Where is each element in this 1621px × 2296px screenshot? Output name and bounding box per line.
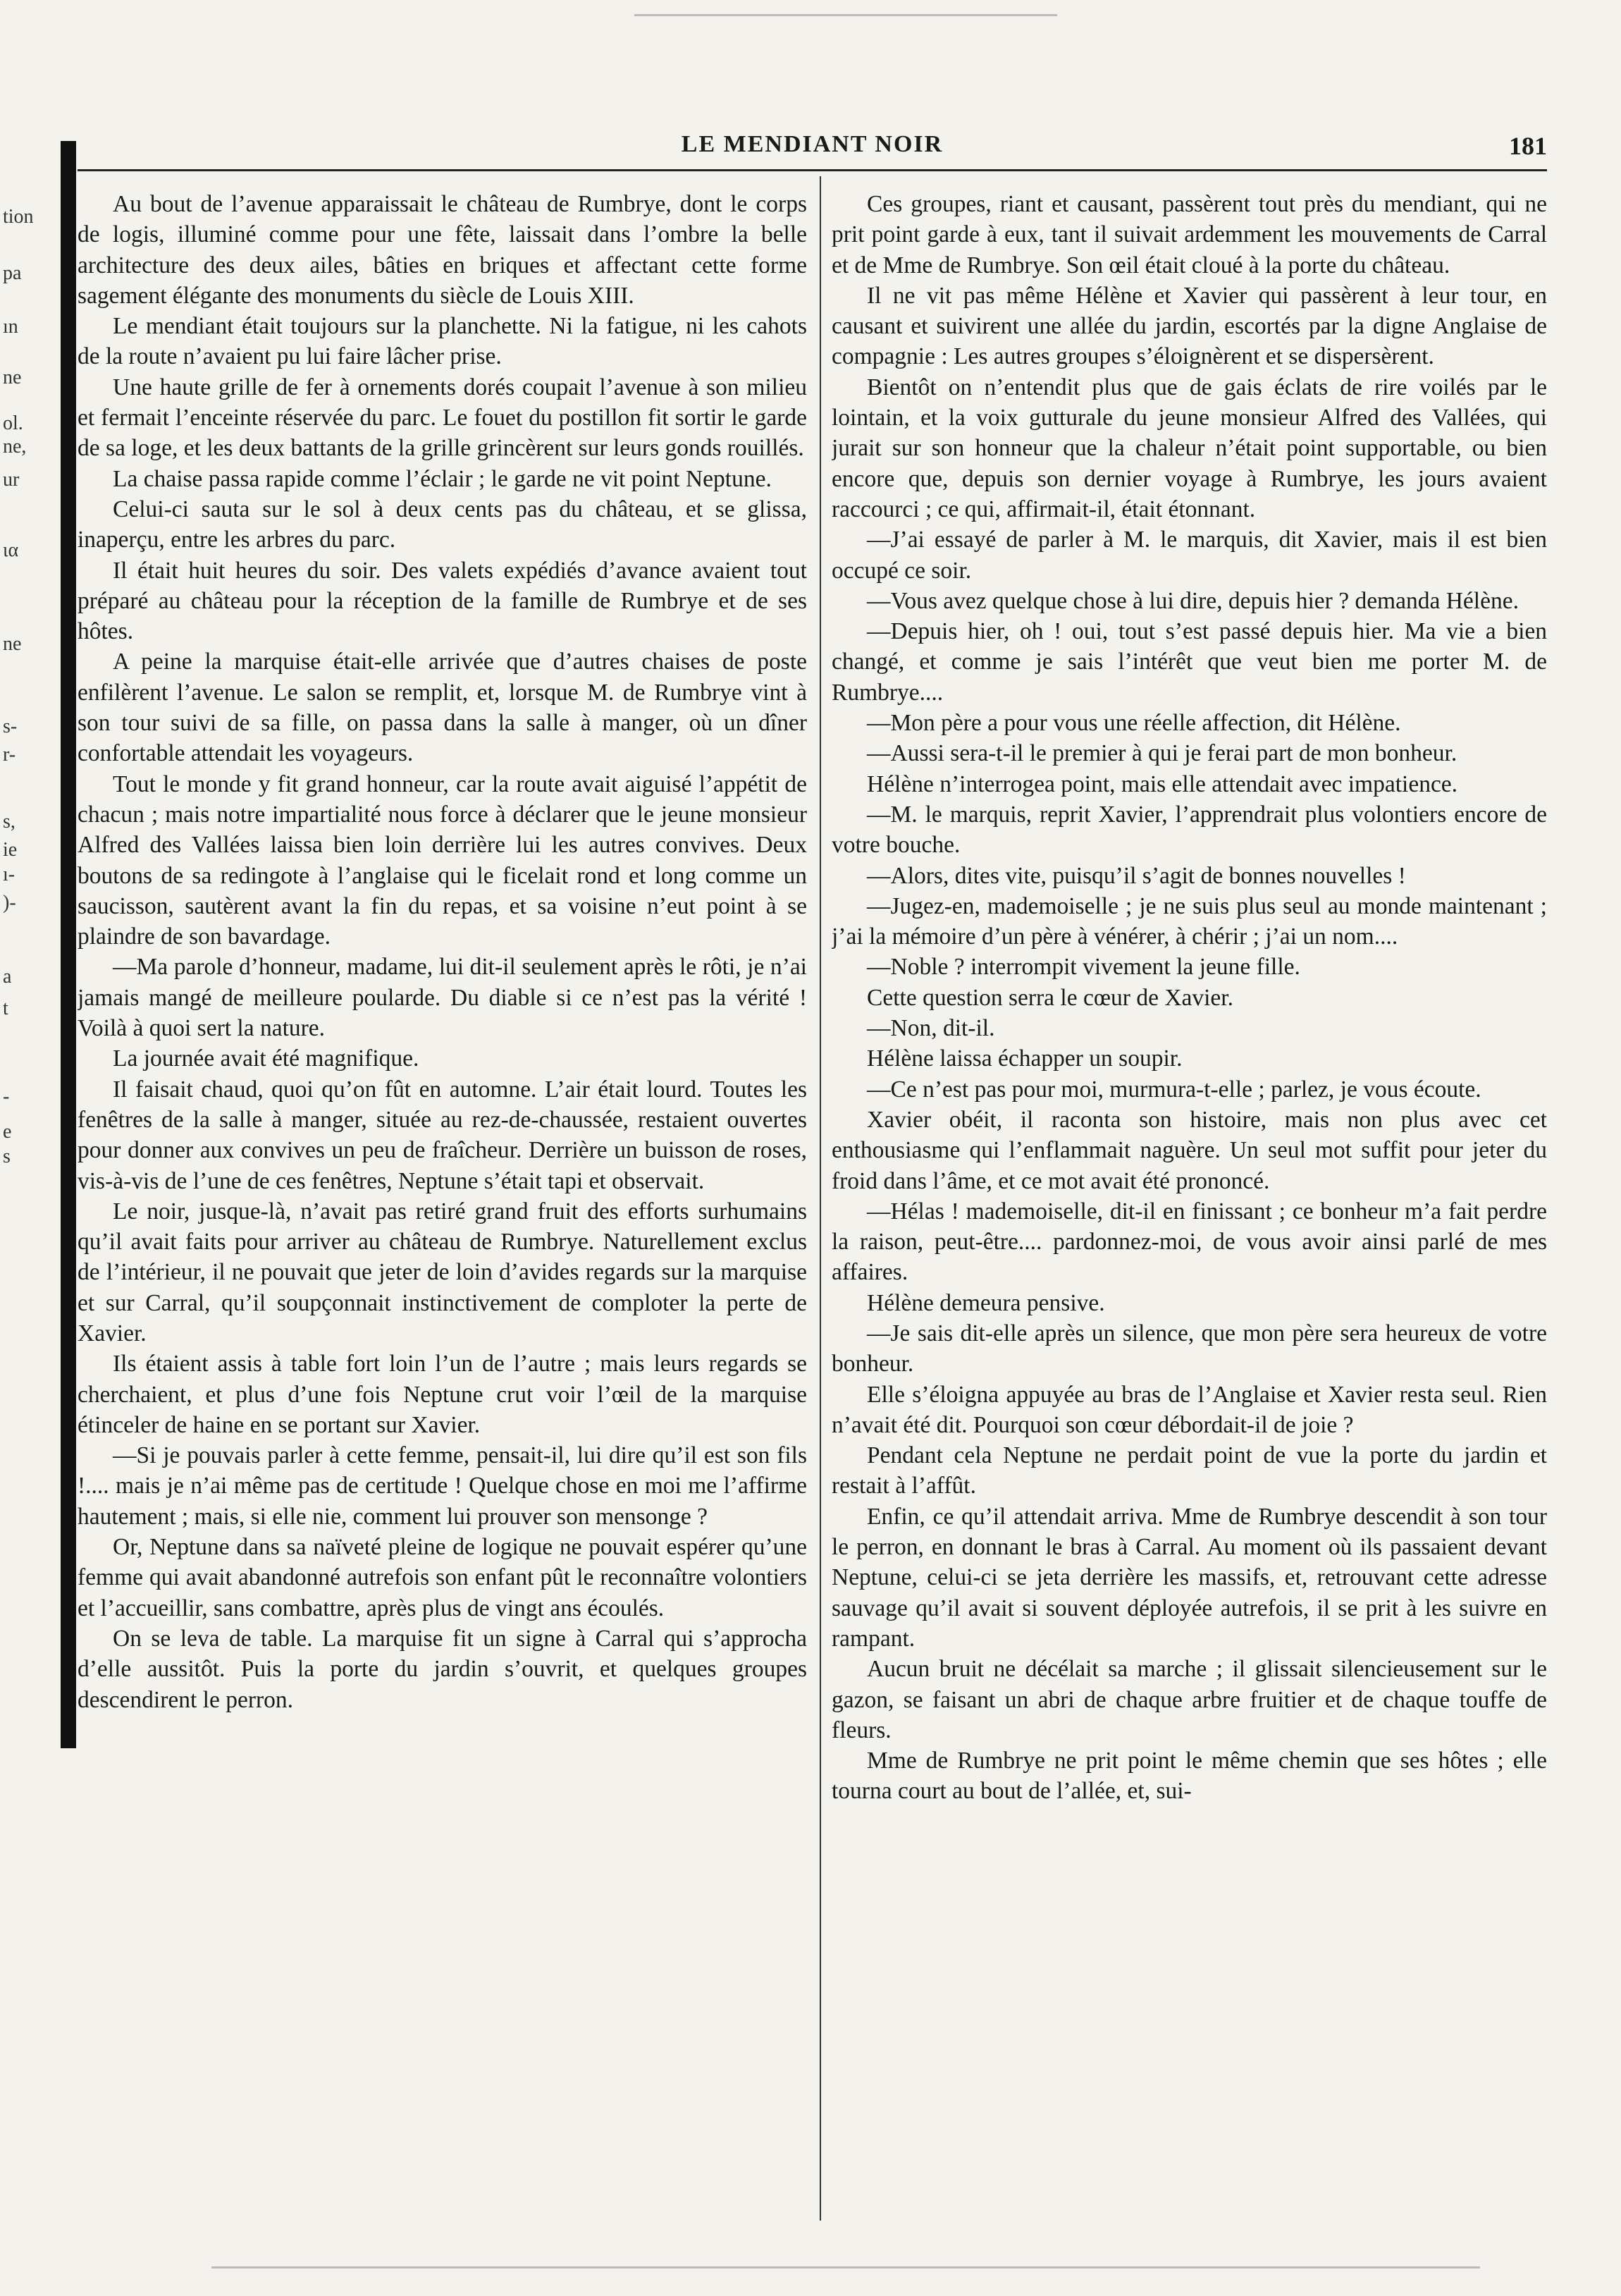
margin-fragment: t	[3, 997, 8, 1019]
paragraph: Xavier obéit, il raconta son histoire, mais non plus avec cet enthousiasme qui l’enflammait naguère. Un seul mot suffit pour jeter du froid dans l’âme, et ce mot avait été prononcé.	[832, 1106, 1547, 1194]
paragraph: —M. le marquis, reprit Xavier, l’apprendrait plus volontiers encore de votre bouche.	[832, 801, 1547, 859]
paragraph: Hélène n’interrogea point, mais elle attendait avec impatience.	[867, 771, 1458, 797]
paragraph: Ces groupes, riant et causant, passèrent tout près du mendiant, qui ne prit point garde à eux, tant il suivait ardemment les mouvements de Carral et de Mme de Rumbrye. Son œil était cloué à la porte du château.	[832, 191, 1547, 278]
paragraph: —Hélas ! mademoiselle, dit-il en finissant ; ce bonheur m’a fait perdre la raison, peut-être.... pardonnez-moi, de vous avoir ainsi parlé de mes affaires.	[832, 1198, 1547, 1286]
margin-fragment: ια	[3, 539, 19, 561]
paragraph: Ils étaient assis à table fort loin l’un de l’autre ; mais leurs regards se cherchaient, et plus d’une fois Neptune crut voir l’œil de la marquise étinceler de haine en se portant sur Xavier.	[78, 1351, 807, 1438]
paragraph: —Alors, dites vite, puisqu’il s’agit de bonnes nouvelles !	[867, 862, 1406, 889]
right-column	[832, 189, 1547, 2247]
paragraph: Bientôt on n’entendit plus que de gais éclats de rire voilés par le lointain, et la voix gutturale du jeune monsieur Alfred des Vallées, qui jurait sur son honneur que la chaleur n’était point supportable, ou bien encore que, depuis son dernier voyage à Rumbrye, les jours avaient raccourci ; ce qui, affirmait-il, était étonnant.	[832, 374, 1547, 522]
margin-fragment: ne,	[3, 436, 27, 458]
paragraph: Il faisait chaud, quoi qu’on fût en automne. L’air était lourd. Toutes les fenêtres de la salle à manger, située au rez-de-chaussée, restaient ouvertes pour donner aux convives un peu de fraîcheur. Derrière un buisson de roses, vis-à-vis de l’une de ces fenêtres, Neptune s’était tapi et observait.	[78, 1076, 807, 1194]
paragraph: Aucun bruit ne décélait sa marche ; il glissait silencieusement sur le gazon, se faisant un abri de chaque arbre fruitier et de chaque touffe de fleurs.	[832, 1656, 1547, 1743]
paragraph: Hélène demeura pensive.	[867, 1289, 1105, 1316]
margin-fragment: s	[3, 1146, 11, 1167]
margin-fragment: a	[3, 966, 12, 988]
header-rule	[78, 169, 1547, 171]
binding-margin	[0, 0, 70, 2296]
page-header	[78, 131, 1547, 165]
margin-fragment: r-	[3, 744, 16, 766]
paragraph: Tout le monde y fit grand honneur, car la route avait aiguisé l’appétit de chacun ; mais notre impartialité nous force à déclarer que le jeune monsieur Alfred des Vallées laissa bien loin derrière lui les autres convives. Deux boutons de sa redingote à l’anglaise qui le ficelait rond et long comme un saucisson, sautèrent avant la fin du repas, et sa voisine n’eut point à se plaindre de son bavardage.	[78, 771, 807, 950]
paragraph: Celui-ci sauta sur le sol à deux cents pas du château, et se glissa, inaperçu, entre les arbres du parc.	[78, 496, 807, 553]
paragraph: —Si je pouvais parler à cette femme, pensait-il, lui dire qu’il est son fils !.... mais je n’ai même pas de certitude ! Quelque chose en moi me l’affirme hautement ; mais, si elle nie, comment lui prouver son mensonge ?	[78, 1442, 807, 1530]
paragraph: Pendant cela Neptune ne perdait point de vue la porte du jardin et restait à l’affût.	[832, 1442, 1547, 1499]
paragraph: —Aussi sera-t-il le premier à qui je ferai part de mon bonheur.	[867, 740, 1457, 767]
paragraph: —Depuis hier, oh ! oui, tout s’est passé depuis hier. Ma vie a bien changé, et comme je sais l’intérêt que veut bien me porter M. de Rumbrye....	[832, 618, 1547, 706]
paragraph: La chaise passa rapide comme l’éclair ; le garde ne vit point Neptune.	[113, 465, 772, 492]
paragraph: —Non, dit-il.	[867, 1015, 995, 1042]
margin-fragment: ı-	[3, 864, 16, 885]
binding-shadow	[61, 141, 76, 1748]
paragraph: Cette question serra le cœur de Xavier.	[867, 984, 1233, 1011]
paragraph: —Ma parole d’honneur, madame, lui dit-il seulement après le rôti, je n’ai jamais mangé de meilleure poularde. Du diable si ce n’est pas la vérité ! Voilà à quoi sert la nature.	[78, 954, 807, 1042]
paragraph: —Je sais dit-elle après un silence, que mon père sera heureux de votre bonheur.	[832, 1320, 1547, 1377]
margin-fragment: ie	[3, 839, 18, 861]
margin-fragment: s,	[3, 811, 16, 833]
page-number: 181	[1509, 132, 1547, 160]
margin-fragment: ın	[3, 316, 18, 338]
paragraph: Le mendiant était toujours sur la planchette. Ni la fatigue, ni les cahots de la route n’avaient pu lui faire lâcher prise.	[78, 313, 807, 370]
margin-fragment: ol.	[3, 412, 23, 434]
margin-fragment: ur	[3, 469, 20, 491]
margin-fragment: -	[3, 1086, 10, 1107]
margin-fragment: pa	[3, 262, 22, 284]
paragraph: Il était huit heures du soir. Des valets expédiés d’avance avaient tout préparé au château pour la réception de la famille de Rumbrye et de ses hôtes.	[78, 557, 807, 645]
paragraph: —Ce n’est pas pour moi, murmura-t-elle ; parlez, je vous écoute.	[867, 1076, 1481, 1103]
margin-fragment: ne	[3, 367, 22, 388]
paragraph: —Noble ? interrompit vivement la jeune fille.	[867, 954, 1300, 981]
column-divider	[820, 176, 821, 2221]
paragraph: La journée avait été magnifique.	[113, 1045, 419, 1072]
paragraph: A peine la marquise était-elle arrivée que d’autres chaises de poste enfilèrent l’avenue. Le salon se remplit, et, lorsque M. de Rumbrye vint à son tour suivi de sa fille, on passa dans la salle à manger, où un dîner confortable attendait les voyageurs.	[78, 649, 807, 767]
running-title: LE MENDIANT NOIR	[681, 131, 944, 157]
paragraph: —J’ai essayé de parler à M. le marquis, dit Xavier, mais il est bien occupé ce soir.	[832, 527, 1547, 584]
margin-fragment: )-	[3, 892, 16, 914]
paragraph: Au bout de l’avenue apparaissait le château de Rumbrye, dont le corps de logis, illuminé comme pour une fête, laissait dans l’ombre la belle architecture des deux ailes, bâties en briques et affectant cette forme sagement élégante des monuments du siècle de Louis XIII.	[78, 191, 807, 309]
scan-noise	[211, 2266, 1480, 2269]
paragraph: Hélène laissa échapper un soupir.	[867, 1045, 1183, 1072]
margin-fragment: e	[3, 1121, 12, 1143]
paragraph: —Mon père a pour vous une réelle affection, dit Hélène.	[867, 710, 1401, 737]
paragraph: Mme de Rumbrye ne prit point le même chemin que ses hôtes ; elle tourna court au bout de l’allée, et, sui-	[832, 1748, 1547, 1805]
paragraph: —Jugez-en, mademoiselle ; je ne suis plus seul au monde maintenant ; j’ai la mémoire d’un père à vénérer, à chérir ; j’ai un nom....	[832, 892, 1547, 950]
margin-fragment: ne	[3, 633, 22, 655]
paragraph: Il ne vit pas même Hélène et Xavier qui passèrent à leur tour, en causant et suivirent une allée du jardin, escortés par la digne Anglaise de compagnie : Les autres groupes s’éloignèrent et se dispersèrent.	[832, 282, 1547, 370]
paragraph: On se leva de table. La marquise fit un signe à Carral qui s’approcha d’elle aussitôt. Puis la porte du jardin s’ouvrit, et quelques groupes descendirent le perron.	[78, 1625, 807, 1713]
paragraph: —Vous avez quelque chose à lui dire, depuis hier ? demanda Hélène.	[867, 587, 1519, 614]
scan-noise	[634, 14, 1057, 16]
paragraph: Le noir, jusque-là, n’avait pas retiré grand fruit des efforts surhumains qu’il avait faits pour arriver au château de Rumbrye. Naturellement exclus de l’intérieur, il ne pouvait que jeter de loin d’avides regards sur la marquise et sur Carral, qu’il soupçonnait instinctivement de comploter la perte de Xavier.	[78, 1198, 807, 1346]
paragraph: Elle s’éloigna appuyée au bras de l’Anglaise et Xavier resta seul. Rien n’avait été dit. Pourquoi son cœur débordait-il de joie ?	[832, 1381, 1547, 1438]
paragraph: Une haute grille de fer à ornements dorés coupait l’avenue à son milieu et fermait l’enceinte réservée du parc. Le fouet du postillon fit sortir le garde de sa loge, et les deux battants de la grille grincèrent sur leurs gonds rouillés.	[78, 374, 807, 462]
paragraph: Or, Neptune dans sa naïveté pleine de logique ne pouvait espérer qu’une femme qui avait abandonné autrefois son enfant pût le reconnaître volontiers et l’accueillir, sans combattre, après plus de vingt ans écoulés.	[78, 1534, 807, 1621]
margin-fragment: s-	[3, 716, 18, 737]
paragraph: Enfin, ce qu’il attendait arriva. Mme de Rumbrye descendit à son tour le perron, en donnant le bras à Carral. Au moment où ils passaient devant Neptune, celui-ci se jeta derrière les massifs, et, retrouvant cette adresse sauvage qu’il avait si souvent déployée autrefois, il se prit à les suivre en rampant.	[832, 1503, 1547, 1652]
margin-fragment: tion	[3, 206, 34, 228]
left-column	[78, 189, 807, 2247]
